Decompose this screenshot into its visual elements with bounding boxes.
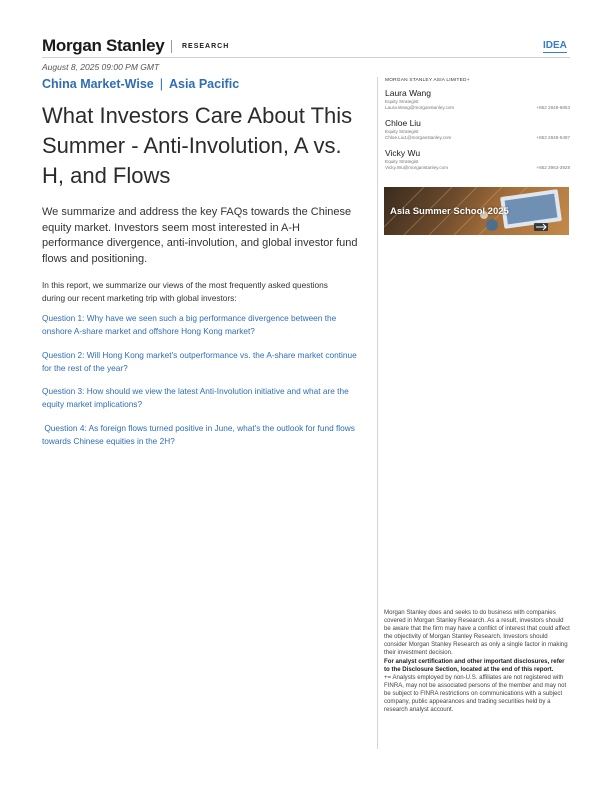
header-divider <box>171 40 172 53</box>
finra-note: += Analysts employed by non-U.S. affiliates are not registered with FINRA, may not be associated persons of the member and may not be subject to FINRA restrictions on communications with a subject company, public appearances and trading securities held by a research analyst account. <box>384 674 567 713</box>
question-1-link[interactable]: Question 1: Why have we seen such a big performance divergence between the onshore A-share market and offshore Hong Kong market? <box>42 313 337 336</box>
analyst-name: Chloe Liu <box>385 118 421 128</box>
analyst-contact <box>385 105 570 110</box>
series-name[interactable]: China Market-Wise <box>42 77 154 91</box>
analyst-list <box>385 88 570 178</box>
publish-date: August 8, 2025 09:00 PM GMT <box>42 62 160 72</box>
report-title: What Investors Care About This Summer - Anti-Involution, A vs. H, and Flows <box>42 103 353 188</box>
analyst-role: Equity Strategist <box>385 159 419 164</box>
research-label: RESEARCH <box>182 43 230 50</box>
analyst-name: Vicky Wu <box>385 148 421 158</box>
question-2-link[interactable]: Question 2: Will Hong Kong market's outperformance vs. the A-share market continue for the rest of the year? <box>42 349 357 373</box>
summary-paragraph: We summarize and address the key FAQs towards the Chinese equity market. Investors seem most interested in A-H performance divergence, anti-involution, and global investor fund flows and positioning. <box>42 206 358 265</box>
disclosure-note[interactable]: For analyst certification and other important disclosures, refer to the Disclosure Section, located at the end of this report. <box>384 658 565 674</box>
analyst-phone: +852 3963-3928 <box>536 165 570 170</box>
series-line <box>42 77 239 91</box>
intro-paragraph: In this report, we summarize our views of the most frequently asked questions during our recent marketing trip with global investors: <box>42 280 328 303</box>
asia-summer-school-banner[interactable] <box>384 187 569 235</box>
header-rule <box>42 57 570 58</box>
analyst-email[interactable]: Chloe.Liu1@morganstanley.com <box>385 135 452 140</box>
banner-title: Asia Summer School 2025 <box>390 206 509 217</box>
analyst-card <box>385 148 570 178</box>
analyst-email[interactable]: Laura.Wang@morganstanley.com <box>385 105 455 110</box>
analyst-email[interactable]: Vicky.Wu@morganstanley.com <box>385 165 449 170</box>
analyst-card <box>385 118 570 148</box>
affiliate-label: MORGAN STANLEY ASIA LIMITED+ <box>385 78 470 83</box>
idea-badge: IDEA <box>543 40 567 51</box>
question-list <box>42 312 360 458</box>
analyst-role: Equity Strategist <box>385 99 419 104</box>
series-separator: | <box>159 77 163 91</box>
analyst-card <box>385 88 570 118</box>
series-region[interactable]: Asia Pacific <box>168 77 240 91</box>
analyst-phone: +852 2848-6853 <box>536 105 570 110</box>
sidebar-divider <box>377 77 378 749</box>
conflict-disclaimer: Morgan Stanley does and seeks to do business with companies covered in Morgan Stanley Research. As a result, investors should be aware that the firm may have a conflict of interest that could affect the objectivity of Morgan Stanley Research. Investors should consider Morgan Stanley Research as only a single factor in making their investment decision. <box>384 609 570 656</box>
analyst-phone: +852 2848-5497 <box>536 135 570 140</box>
analyst-role: Equity Strategist <box>385 129 419 134</box>
question-4-link[interactable]: Question 4: As foreign flows turned positive in June, what's the outlook for fund flows towards Chinese equities in the 2H? <box>42 422 358 446</box>
analyst-contact <box>385 165 570 170</box>
analyst-contact <box>385 135 570 140</box>
question-3-link[interactable]: Question 3: How should we view the latest Anti-Involution initiative and what are the equity market implications? <box>42 386 349 409</box>
morgan-stanley-logo: Morgan Stanley <box>42 36 165 55</box>
disclaimer-block <box>384 609 570 714</box>
analyst-name: Laura Wang <box>385 88 431 98</box>
